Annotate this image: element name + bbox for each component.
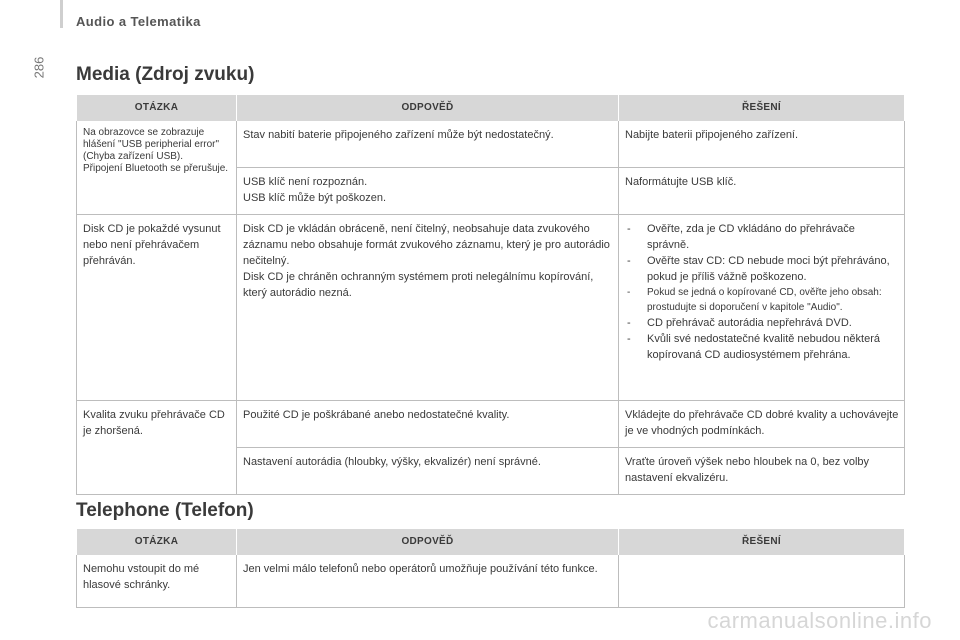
answer-text: Jen velmi málo telefonů nebo operátorů umožňuje používání této funkce. (243, 563, 598, 575)
solution-cell (619, 400, 905, 447)
watermark: carmanualsonline.info (707, 608, 932, 633)
column-header-question: OTÁZKA (77, 529, 237, 555)
table-row (77, 400, 905, 447)
page-number: 286 (31, 56, 47, 79)
solution-cell (619, 167, 905, 214)
table-row (77, 555, 905, 607)
solution-cell (619, 447, 905, 494)
answer-cell (237, 167, 619, 214)
media-table-header (77, 95, 905, 121)
column-header-answer: ODPOVĚĎ (237, 95, 619, 121)
answer-text: Disk CD je chráněn ochranným systémem proti nelegálnímu kopírování, který autorádio nezná. (243, 270, 594, 299)
list-item: - Pokud se jedná o kopírované CD, ověřte jeho obsah: prostudujte si doporučení v kapitole "Audio". (625, 285, 899, 315)
solution-text: Vkládejte do přehrávače CD dobré kvality a uchovávejte je ve vhodných podmínkách. (625, 408, 899, 437)
column-header-answer: ODPOVĚĎ (237, 529, 619, 555)
column-header-solution: ŘEŠENÍ (619, 529, 905, 555)
table-row (77, 121, 905, 167)
question-text: Kvalita zvuku přehrávače CD je zhoršená. (83, 408, 225, 437)
solution-list (625, 221, 899, 363)
solution-cell (619, 214, 905, 400)
answer-text: Použité CD je poškrábané anebo nedostatečné kvality. (243, 408, 510, 421)
answer-text: USB klíč není rozpoznán. (243, 175, 368, 188)
question-cell (77, 400, 237, 494)
solution-text: Naformátujte USB klíč. (625, 175, 737, 188)
solution-cell (619, 555, 905, 607)
telephone-table (76, 529, 905, 608)
answer-text: Disk CD je vkládán obráceně, není čitelný, neobsahuje data zvukového záznamu nebo obsahuje formát zvukového záznamu, který je pro autorádio nečitelný. (243, 222, 610, 267)
column-header-solution: ŘEŠENÍ (619, 95, 905, 121)
list-item: - Kvůli své nedostatečné kvalitě nebudou některá kopírovaná CD audiosystémem přehrána. (625, 331, 899, 363)
answer-cell (237, 400, 619, 447)
telephone-section-title: Telephone (Telefon) (76, 500, 254, 521)
answer-text: USB klíč může být poškozen. (243, 191, 387, 204)
solution-text: Vraťte úroveň výšek nebo hloubek na 0, bez volby nastavení ekvalizéru. (625, 455, 870, 484)
answer-text: Nastavení autorádia (hloubky, výšky, ekvalizér) není správné. (243, 455, 541, 468)
media-section-title: Media (Zdroj zvuku) (76, 64, 255, 85)
media-table (76, 95, 905, 495)
question-cell (77, 214, 237, 400)
question-text: Disk CD je pokaždé vysunut nebo není přehrávačem přehráván. (83, 222, 221, 267)
answer-cell (237, 555, 619, 607)
list-item: - Ověřte, zda je CD vkládáno do přehrávače správně. (625, 221, 899, 253)
answer-text: Stav nabití baterie připojeného zařízení může být nedostatečný. (243, 129, 554, 141)
question-cell (77, 121, 237, 214)
telephone-table-header (77, 529, 905, 555)
list-item: - CD přehrávač autorádia nepřehrává DVD. (625, 315, 899, 331)
chapter-title: Audio a Telematika (76, 14, 201, 29)
column-header-question: OTÁZKA (77, 95, 237, 121)
solution-text: Nabijte baterii připojeného zařízení. (625, 129, 799, 141)
question-text: Na obrazovce se zobrazuje hlášení "USB peripherial error" (Chyba zařízení USB). (83, 127, 220, 162)
question-text: Připojení Bluetooth se přerušuje. (83, 163, 229, 174)
list-item: - Ověřte stav CD: CD nebude moci být přehráváno, pokud je příliš vážně poškozeno. (625, 253, 899, 285)
question-text: Nemohu vstoupit do mé hlasové schránky. (83, 563, 200, 591)
header-divider (60, 0, 63, 28)
answer-cell (237, 214, 619, 400)
table-row (77, 214, 905, 400)
answer-cell (237, 447, 619, 494)
solution-cell (619, 121, 905, 167)
question-cell (77, 555, 237, 607)
answer-cell (237, 121, 619, 167)
